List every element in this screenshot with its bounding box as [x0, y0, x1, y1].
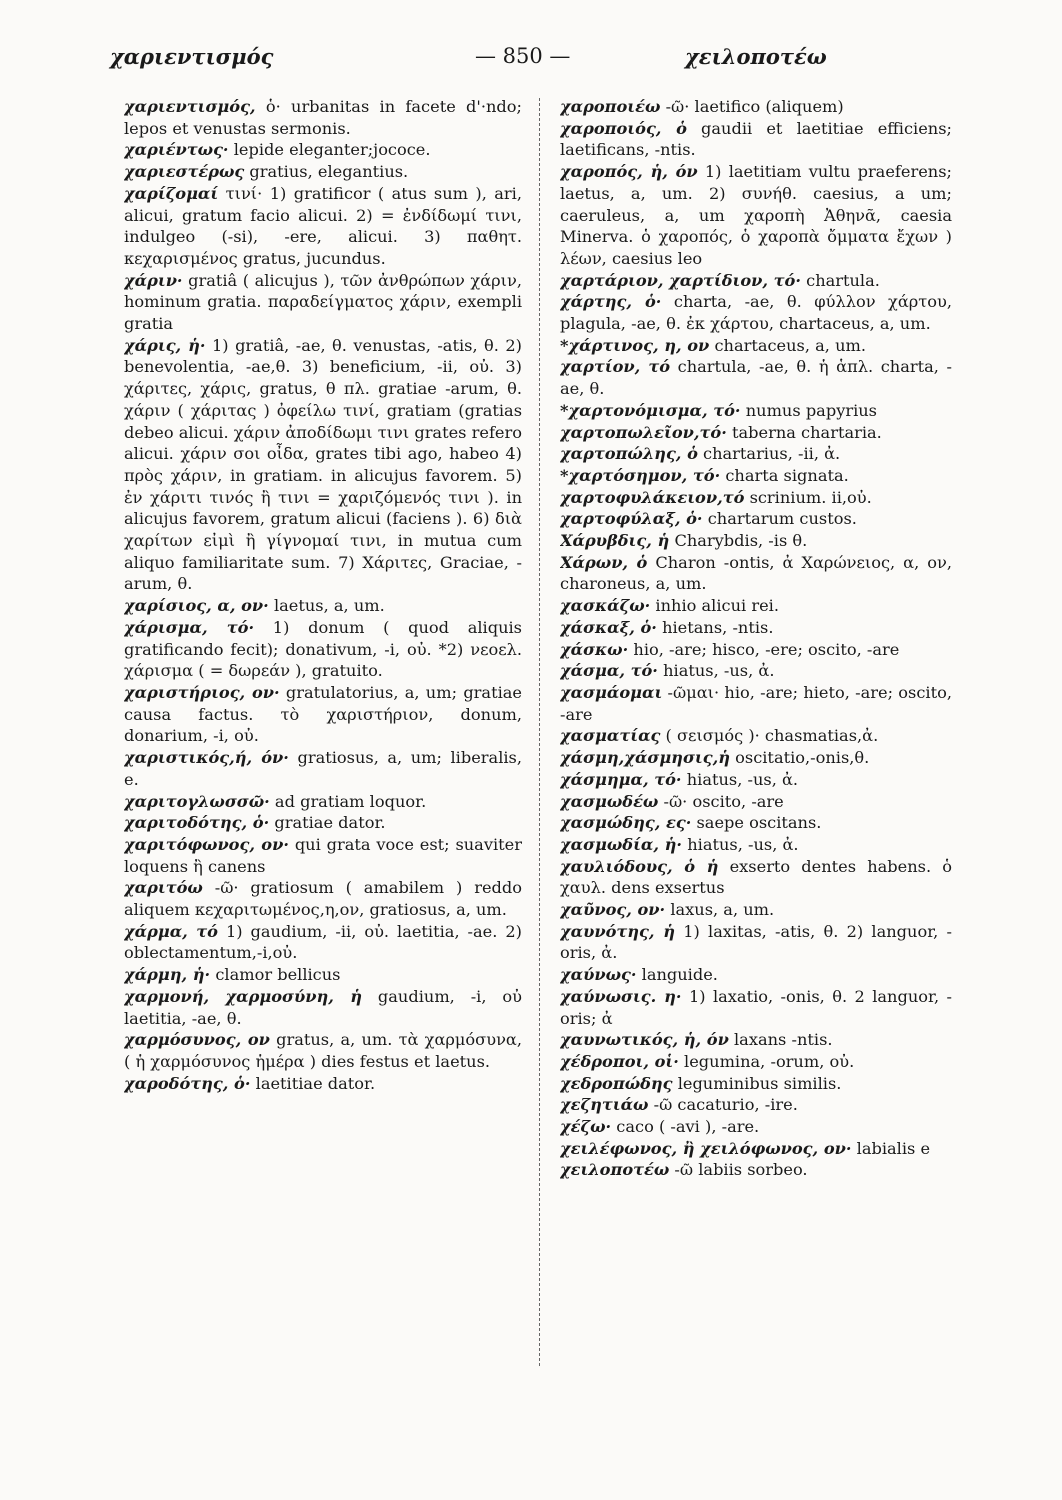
- entry-headword: χαῦνος, ον·: [560, 900, 666, 920]
- right-column: [560, 96, 952, 1396]
- entry-headword: χάσκαξ, ὁ·: [560, 617, 657, 637]
- entry-headword: χαρτοπωλεῖον,τό·: [560, 422, 727, 442]
- entry-headword: *χαρτόσημον, τό·: [560, 465, 721, 485]
- entry-definition: -ῶ· oscito, -are: [663, 791, 784, 811]
- entry-definition: laxus, a, um.: [670, 900, 775, 920]
- entry-headword: χαριτόφωνος, ον·: [124, 834, 289, 854]
- dictionary-entry: [560, 291, 952, 334]
- entry-headword: χαριέντως·: [124, 140, 229, 160]
- entry-headword: χάσκω·: [560, 639, 629, 659]
- entry-definition: charta, -ae, θ. φύλλον χάρτου, plagula, -ae, θ. ἐκ χάρτου, chartaceus, a, um.: [560, 292, 952, 334]
- dictionary-entry: [560, 530, 952, 552]
- dictionary-entry: [560, 1051, 952, 1073]
- entry-definition: gratiâ ( alicujus ), τῶν ἀνθρώπων χάριν, hominum gratia. παραδείγματος χάριν, exempli gratia: [124, 270, 522, 334]
- entry-headword: χαριτόω: [124, 878, 203, 898]
- entry-headword: χαροπός, ἡ, όν: [560, 162, 698, 182]
- entry-definition: scrinium. ii,οὐ.: [749, 487, 872, 507]
- dictionary-entry: [560, 508, 952, 530]
- entry-headword: χάρις, ἡ·: [124, 335, 206, 355]
- header-right-guideword: χειλοποτέω: [685, 44, 827, 69]
- entry-headword: χαρτοφύλαξ, ὁ·: [560, 509, 703, 529]
- entry-headword: χαρτοπώλης, ὁ: [560, 444, 698, 464]
- entry-headword: χεζητιάω: [560, 1095, 649, 1115]
- entry-headword: χέζω·: [560, 1117, 612, 1137]
- entry-definition: gratus, a, um. τὰ χαρμόσυνα, ( ἡ χαρμόσυνος ἡμέρα ) dies festus et laetus.: [124, 1030, 522, 1071]
- entry-definition: inhio alicui rei.: [655, 596, 779, 616]
- entry-definition: oscitatio,-onis,θ.: [735, 748, 870, 768]
- dictionary-entry: [124, 921, 522, 964]
- dictionary-entry: [124, 791, 522, 813]
- entry-headword: χαριστικός,ή, όν·: [124, 748, 289, 768]
- dictionary-entry: [124, 877, 522, 920]
- dictionary-entry: [124, 335, 522, 595]
- dictionary-entry: [124, 96, 522, 139]
- entry-headword: χαρτάριον, χαρτίδιον, τό·: [560, 270, 801, 290]
- entry-definition: laetus, a, um.: [273, 596, 385, 616]
- entry-definition: -ῶ· laetifico (aliquem): [665, 97, 844, 116]
- entry-definition: lepide eleganter;jococe.: [233, 140, 431, 160]
- page-header: [110, 44, 940, 84]
- dictionary-entry: [124, 682, 522, 747]
- entry-headword: χεδροπώδης: [560, 1073, 673, 1093]
- dictionary-entry: [560, 1029, 952, 1051]
- dictionary-entry: [124, 1073, 522, 1095]
- entry-definition: gratius, elegantius.: [249, 162, 409, 182]
- entry-headword: χαρτίον, τό: [560, 357, 671, 377]
- entry-definition: 1) gratiâ, -ae, θ. venustas, -atis, θ. 2) benevolentia, -ae,θ. 3) beneficium, -ii, οὐ. 3) χάριτες, χάρις, gratus, θ πλ. gratiae -arum, θ. χάριν ( χάριτας ) ὀφείλω τινί, gratiam (gratias debeo alicui. χάριν ἀποδίδωμι τινι grates refero alicui. χάριν σοι οἶδα, grates tibi ago, habeo 4) πρὸς χάριν, in gratiam. in alicujus favorem. 5) ἐν χάριτι τινός ἢ τινι = χαριζόμενός τινι ). in alicujus favorem, gratum alicui (faciens ). 6) διὰ χαρίτων εἰμὶ ἢ γίγνομαί τινι, in mutua cum aliquo familiaritate sum. 7) Χάριτες, Graciae, -arum, θ.: [124, 335, 522, 594]
- dictionary-entry: [560, 356, 952, 399]
- entry-headword: χάσμημα, τό·: [560, 769, 682, 789]
- dictionary-entry: [560, 1094, 952, 1116]
- dictionary-entry: [124, 139, 522, 161]
- entry-headword: χασκάζω·: [560, 596, 651, 616]
- entry-headword: χαύνως·: [560, 965, 637, 985]
- dictionary-entry: [124, 270, 522, 335]
- entry-definition: Charon -ontis, ἀ Χαρώνειος, α, ον, charoneus, a, um.: [560, 552, 952, 594]
- column-divider: [539, 98, 540, 1366]
- dictionary-entry: [560, 1138, 952, 1160]
- dictionary-entry: [124, 747, 522, 790]
- entry-definition: laxans -ntis.: [734, 1030, 833, 1050]
- entry-headword: χάρμη, ἡ·: [124, 965, 211, 985]
- left-column: [124, 96, 522, 1396]
- entry-definition: 1) laetitiam vultu praeferens; laetus, a, um. 2) συνήθ. caesius, a um; caeruleus, a, um χαροπὴ Ἀθηνᾶ, caesia Minerva. ὁ χαροπός, ὁ χαροπὰ ὄμματα ἔχων ) λέων, caesius leo: [560, 162, 952, 268]
- entry-definition: gratulatorius, a, um; gratiae causa factus. τὸ χαριστήριον, donum, donarium, -i, οὐ.: [124, 682, 522, 746]
- entry-definition: gaudii et laetitiae efficiens; laetificans, -ntis.: [560, 118, 952, 160]
- entry-definition: chartula.: [806, 270, 880, 290]
- dictionary-entry: [560, 161, 952, 270]
- entry-headword: χαυλιόδους, ὁ ἡ: [560, 856, 719, 876]
- entry-definition: hiatus, -us, ἀ.: [686, 769, 799, 789]
- entry-headword: Χάρυβδις, ἡ: [560, 531, 670, 551]
- entry-definition: chartaceus, a, um.: [714, 335, 867, 355]
- dictionary-entry: [560, 487, 952, 509]
- entry-headword: χάριν·: [124, 270, 183, 290]
- dictionary-entry: [560, 1073, 952, 1095]
- entry-headword: χάρισμα, τό·: [124, 617, 255, 637]
- dictionary-entry: [560, 769, 952, 791]
- entry-headword: χέδροποι, οἱ·: [560, 1051, 679, 1071]
- dictionary-entry: [560, 335, 952, 357]
- dictionary-entry: [560, 725, 952, 747]
- dictionary-entry: [124, 161, 522, 183]
- dictionary-entry: [560, 856, 952, 899]
- entry-definition: -ῶμαι· hio, -are; hieto, -are; oscito, -are: [560, 682, 952, 724]
- entry-headword: χαρμόσυνος, ον: [124, 1030, 270, 1050]
- entry-definition: saepe oscitans.: [696, 813, 822, 833]
- entry-definition: gratiosus, a, um; liberalis, e.: [124, 748, 522, 789]
- entry-definition: 1) donum ( quod aliquis gratificando fecit); donativum, -i, οὐ. *2) νεοελ. χάρισμα ( = δωρεάν ), gratuito.: [124, 617, 522, 681]
- entry-definition: chartarum custos.: [707, 509, 857, 529]
- entry-definition: τινί· 1) gratificor ( atus sum ), ari, alicui, gratum facio alicui. 2) = ἐνδίδωμί τινι, indulgeo (-si), -ere, alicui. 3) παθητ. κεχαρισμένος gratus, jucundus.: [124, 183, 522, 268]
- dictionary-entry: [124, 812, 522, 834]
- entry-definition: gaudium, -i, οὐ laetitia, -ae, θ.: [124, 986, 522, 1028]
- entry-definition: 1) gaudium, -ii, οὐ. laetitia, -ae. 2) oblectamentum,-i,οὐ.: [124, 921, 522, 963]
- entry-definition: exserto dentes habens. ὁ χαυλ. dens exsertus: [560, 856, 952, 898]
- entry-definition: hiatus, -us, ἀ.: [687, 834, 799, 854]
- dictionary-entry: [124, 617, 522, 682]
- entry-headword: χάρμα, τό: [124, 921, 218, 941]
- dictionary-entry: [560, 921, 952, 964]
- dictionary-entry: [560, 118, 952, 161]
- entry-headword: *χάρτινος, η, ον: [560, 335, 710, 355]
- entry-headword: χαρίζομαί: [124, 183, 219, 203]
- entry-headword: Χάρων, ὁ: [560, 552, 648, 572]
- entry-headword: χάσμα, τό·: [560, 661, 658, 681]
- entry-definition: -ῶ labiis sorbeo.: [674, 1160, 808, 1180]
- entry-headword: χάσμη,χάσμησις,ἡ: [560, 748, 730, 768]
- dictionary-entry: [560, 660, 952, 682]
- entry-headword: χαροδότης, ὁ·: [124, 1073, 251, 1093]
- dictionary-entry: [124, 595, 522, 617]
- dictionary-entry: [560, 986, 952, 1029]
- dictionary-entry: [560, 1159, 952, 1181]
- entry-definition: hiatus, -us, ἀ.: [663, 661, 775, 681]
- dictionary-entry: [560, 747, 952, 769]
- entry-headword: χαρτοφυλάκειον,τό: [560, 487, 745, 507]
- dictionary-entry: [560, 899, 952, 921]
- entry-headword: χαύνωσις. η·: [560, 986, 682, 1006]
- header-left-guideword: χαριεντισμός: [110, 44, 274, 69]
- entry-definition: qui grata voce est; suaviter loquens ἢ canens: [124, 834, 522, 876]
- entry-headword: *χαρτονόμισμα, τό·: [560, 400, 741, 420]
- entry-definition: ad gratiam loquor.: [274, 791, 427, 811]
- dictionary-entry: [560, 617, 952, 639]
- entry-headword: χαυνωτικός, ἡ, όν: [560, 1030, 729, 1050]
- entry-definition: charta signata.: [725, 465, 849, 485]
- entry-definition: Charybdis, -is θ.: [674, 531, 808, 551]
- entry-definition: hietans, -ntis.: [662, 617, 774, 637]
- entry-definition: chartula, -ae, θ. ἡ ἁπλ. charta, -ae, θ.: [560, 357, 952, 399]
- dictionary-entry: [560, 639, 952, 661]
- entry-definition: -ῶ cacaturio, -ire.: [653, 1095, 798, 1115]
- entry-headword: χαριεντισμός,: [124, 97, 256, 116]
- dictionary-entry: [560, 812, 952, 834]
- entry-definition: clamor bellicus: [215, 965, 341, 985]
- dictionary-entry: [560, 682, 952, 725]
- dictionary-entry: [560, 422, 952, 444]
- entry-definition: -ῶ· gratiosum ( amabilem ) reddo aliquem κεχαριτωμένος,η,ον, gratiosus, a, um.: [124, 878, 522, 920]
- dictionary-entry: [560, 96, 952, 118]
- entry-definition: languide.: [641, 965, 718, 985]
- entry-headword: χασμωδία, ἡ·: [560, 834, 683, 854]
- entry-definition: laetitiae dator.: [255, 1073, 376, 1093]
- dictionary-entry: [560, 964, 952, 986]
- entry-definition: numus papyrius: [745, 400, 877, 420]
- entry-headword: χάρτης, ὁ·: [560, 292, 662, 312]
- entry-headword: χαροποιός, ὁ: [560, 118, 687, 138]
- entry-headword: χασμάομαι: [560, 682, 663, 702]
- dictionary-entry: [560, 465, 952, 487]
- dictionary-entry: [560, 270, 952, 292]
- dictionary-entry: [560, 834, 952, 856]
- entry-definition: chartarius, -ii, ἀ.: [703, 444, 841, 464]
- entry-headword: χαριτοδότης, ὁ·: [124, 813, 270, 833]
- entry-headword: χαυνότης, ἡ: [560, 921, 675, 941]
- entry-headword: χαρίσιος, α, ον·: [124, 596, 269, 616]
- entry-definition: ( σεισμός )· chasmatias,ἀ.: [665, 726, 879, 746]
- dictionary-entry: [560, 400, 952, 422]
- dictionary-entry: [124, 1029, 522, 1072]
- entry-definition: taberna chartaria.: [732, 422, 882, 442]
- entry-definition: gratiae dator.: [274, 813, 386, 833]
- entry-headword: χαροποιέω: [560, 97, 661, 116]
- entry-definition: hio, -are; hisco, -ere; oscito, -are: [633, 639, 900, 659]
- dictionary-entry: [124, 964, 522, 986]
- entry-definition: ὁ· urbanitas in facete d'·ndo; lepos et venustas sermonis.: [124, 97, 522, 138]
- entry-headword: χαριεστέρως: [124, 162, 245, 182]
- entry-headword: χασμωδέω: [560, 791, 659, 811]
- entry-definition: legumina, -orum, οὐ.: [684, 1051, 855, 1071]
- dictionary-entry: [124, 986, 522, 1029]
- dictionary-entry: [560, 791, 952, 813]
- entry-headword: χαριστήριος, ον·: [124, 682, 280, 702]
- entry-definition: leguminibus similis.: [677, 1073, 842, 1093]
- entry-definition: caco ( -avi ), -are.: [616, 1117, 760, 1137]
- dictionary-entry: [560, 595, 952, 617]
- entry-definition: labialis e: [856, 1138, 931, 1158]
- dictionary-entry: [560, 443, 952, 465]
- dictionary-entry: [560, 1116, 952, 1138]
- entry-headword: χαριτογλωσσῶ·: [124, 791, 270, 811]
- dictionary-entry: [124, 834, 522, 877]
- entry-headword: χασματίας: [560, 726, 661, 746]
- dictionary-entry: [560, 552, 952, 595]
- entry-headword: χαρμονή, χαρμοσύνη, ἡ: [124, 986, 363, 1006]
- entry-headword: χασμώδης, ες·: [560, 813, 692, 833]
- entry-definition: 1) laxitas, -atis, θ. 2) languor, -oris, ἀ.: [560, 921, 952, 963]
- entry-headword: χειλοποτέω: [560, 1160, 670, 1180]
- dictionary-entry: [124, 183, 522, 270]
- entry-definition: 1) laxatio, -onis, θ. 2 languor, -oris; ἀ: [560, 986, 952, 1028]
- page-number: — 850 —: [475, 44, 571, 68]
- entry-headword: χειλέφωνος, ἢ χειλόφωνος, ον·: [560, 1138, 852, 1158]
